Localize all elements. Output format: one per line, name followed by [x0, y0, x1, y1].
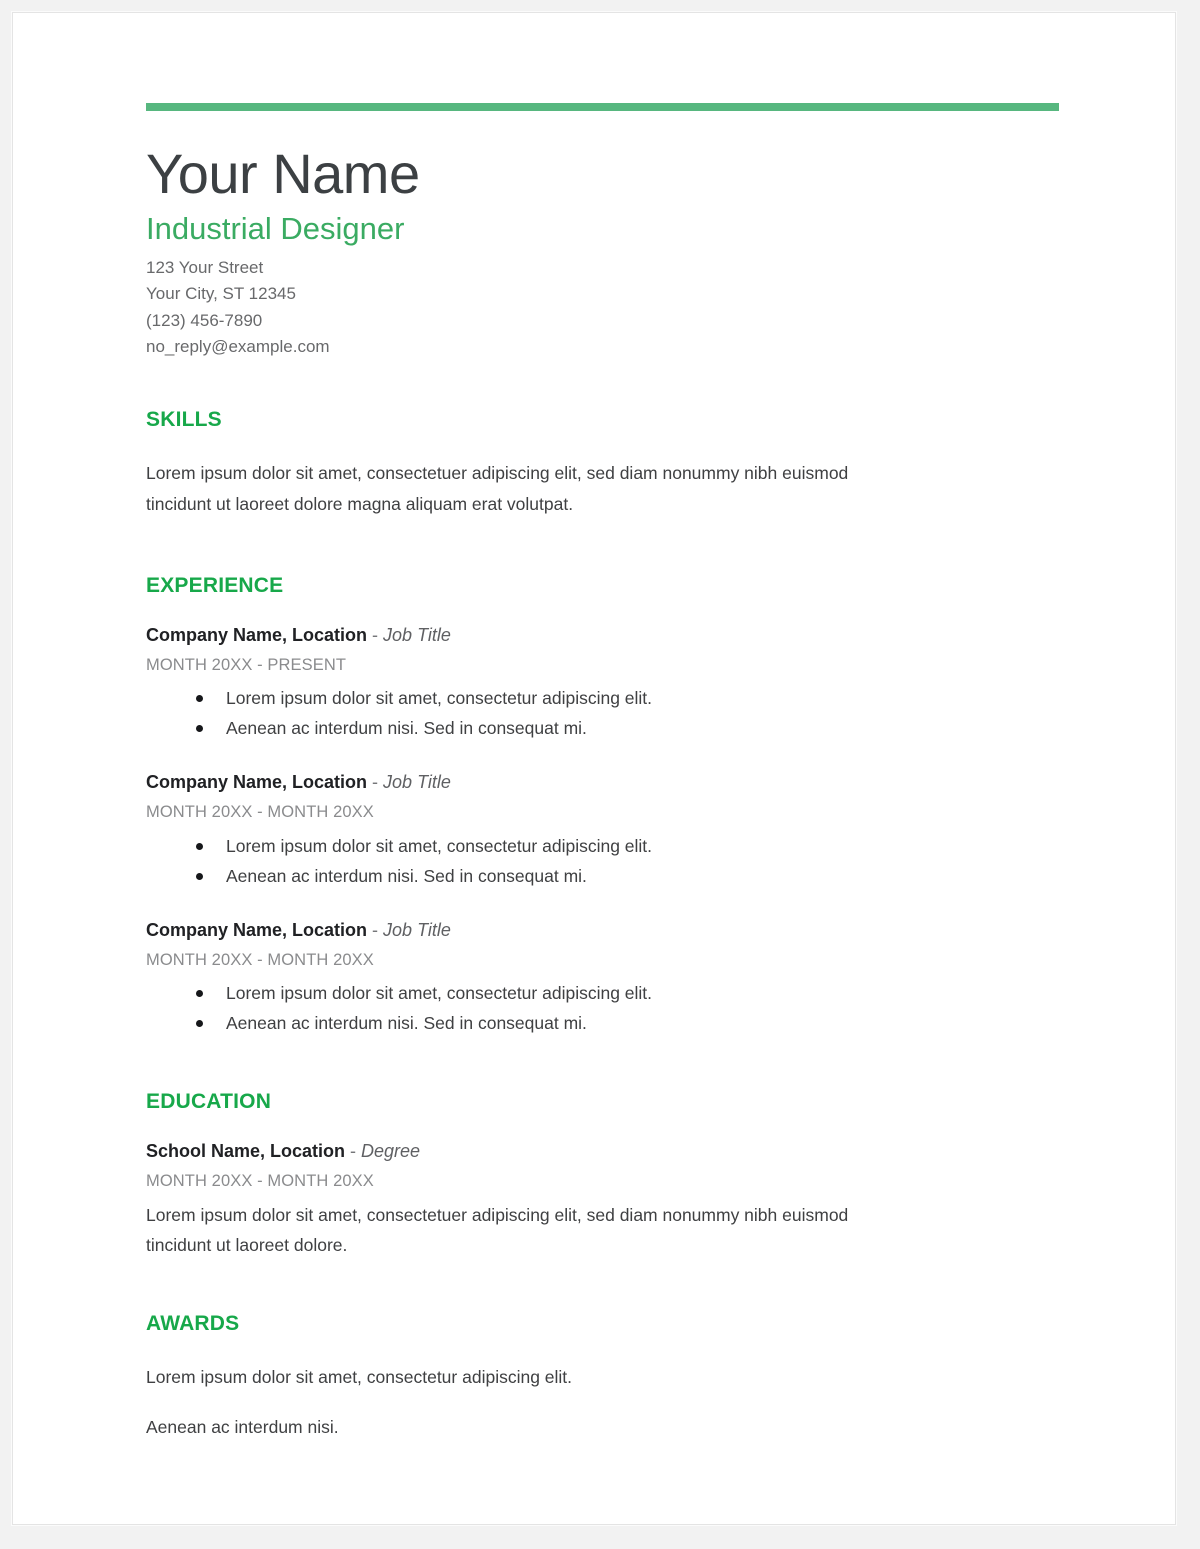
- resume-page: [12, 12, 1176, 1525]
- resume-header: [146, 142, 1059, 361]
- contact-email: no_reply@example.com: [146, 337, 330, 357]
- award-line: Lorem ipsum dolor sit amet, consectetur adipiscing elit.: [146, 1366, 573, 1387]
- contact-city-state-zip: Your City, ST 12345: [146, 284, 296, 304]
- list-item-label: Lorem ipsum dolor sit amet, consectetur adipiscing elit.: [226, 983, 653, 1004]
- bullet-icon: [196, 873, 203, 880]
- list-item: [146, 713, 1059, 743]
- section-experience: [146, 574, 1059, 1038]
- list-item: [146, 683, 1059, 713]
- experience-bullets: [146, 831, 1059, 891]
- list-item-label: Aenean ac interdum nisi. Sed in consequat mi.: [226, 718, 587, 739]
- list-item-label: Lorem ipsum dolor sit amet, consectetur adipiscing elit.: [226, 835, 653, 856]
- experience-dates: MONTH 20XX - PRESENT: [146, 656, 347, 674]
- education-dates: MONTH 20XX - MONTH 20XX: [146, 1172, 374, 1191]
- section-title-awards: AWARDS: [146, 1311, 240, 1335]
- job-subtitle: Industrial Designer: [146, 210, 405, 246]
- bullet-icon: [196, 695, 203, 702]
- list-item: [146, 1008, 1059, 1038]
- education-separator: -: [345, 1141, 362, 1162]
- experience-bullets: [146, 683, 1059, 743]
- experience-entry: [146, 771, 1059, 890]
- resume-content: [146, 103, 1059, 1442]
- section-awards: [146, 1312, 1059, 1442]
- experience-entry-heading: [146, 771, 1059, 794]
- education-entry: [146, 1140, 1059, 1259]
- experience-entry: [146, 624, 1059, 743]
- experience-separator: -: [367, 772, 384, 793]
- education-entry-heading: [146, 1140, 1059, 1163]
- experience-separator: -: [367, 919, 384, 940]
- experience-entry: [146, 919, 1059, 1038]
- list-item: [146, 831, 1059, 861]
- bullet-icon: [196, 843, 203, 850]
- experience-separator: -: [367, 624, 384, 645]
- experience-dates: MONTH 20XX - MONTH 20XX: [146, 950, 374, 969]
- section-title-experience: EXPERIENCE: [146, 573, 284, 597]
- award-line: Aenean ac interdum nisi.: [146, 1416, 339, 1437]
- experience-role: Job Title: [383, 624, 451, 645]
- experience-organization: Company Name, Location: [146, 919, 368, 940]
- list-item: [146, 861, 1059, 891]
- education-organization: School Name, Location: [146, 1141, 346, 1162]
- education-degree: Degree: [361, 1141, 421, 1162]
- section-title-skills: SKILLS: [146, 407, 222, 431]
- accent-bar: [146, 103, 1059, 111]
- experience-entry-heading: [146, 919, 1059, 942]
- section-title-education: EDUCATION: [146, 1090, 272, 1114]
- experience-entry-heading: [146, 624, 1059, 647]
- experience-organization: Company Name, Location: [146, 772, 368, 793]
- section-skills: [146, 408, 1059, 520]
- list-item: [146, 978, 1059, 1008]
- education-description: Lorem ipsum dolor sit amet, consectetuer adipiscing elit, sed diam nonummy nibh euismod tincidunt ut laoreet dolore.: [146, 1204, 849, 1255]
- experience-role: Job Title: [383, 772, 451, 793]
- bullet-icon: [196, 990, 203, 997]
- experience-organization: Company Name, Location: [146, 624, 368, 645]
- contact-street: 123 Your Street: [146, 257, 264, 277]
- skills-body: Lorem ipsum dolor sit amet, consectetuer adipiscing elit, sed diam nonummy nibh euismod tincidunt ut laoreet dolore magna aliquam erat volutpat.: [146, 462, 849, 514]
- experience-bullets: [146, 978, 1059, 1038]
- bullet-icon: [196, 1020, 203, 1027]
- list-item-label: Aenean ac interdum nisi. Sed in consequat mi.: [226, 865, 587, 886]
- list-item-label: Aenean ac interdum nisi. Sed in consequat mi.: [226, 1013, 587, 1034]
- section-education: [146, 1090, 1059, 1259]
- contact-phone: (123) 456-7890: [146, 310, 263, 330]
- list-item-label: Lorem ipsum dolor sit amet, consectetur adipiscing elit.: [226, 688, 653, 709]
- experience-dates: MONTH 20XX - MONTH 20XX: [146, 803, 374, 822]
- page-title: Your Name: [146, 142, 420, 205]
- experience-role: Job Title: [383, 919, 451, 940]
- bullet-icon: [196, 725, 203, 732]
